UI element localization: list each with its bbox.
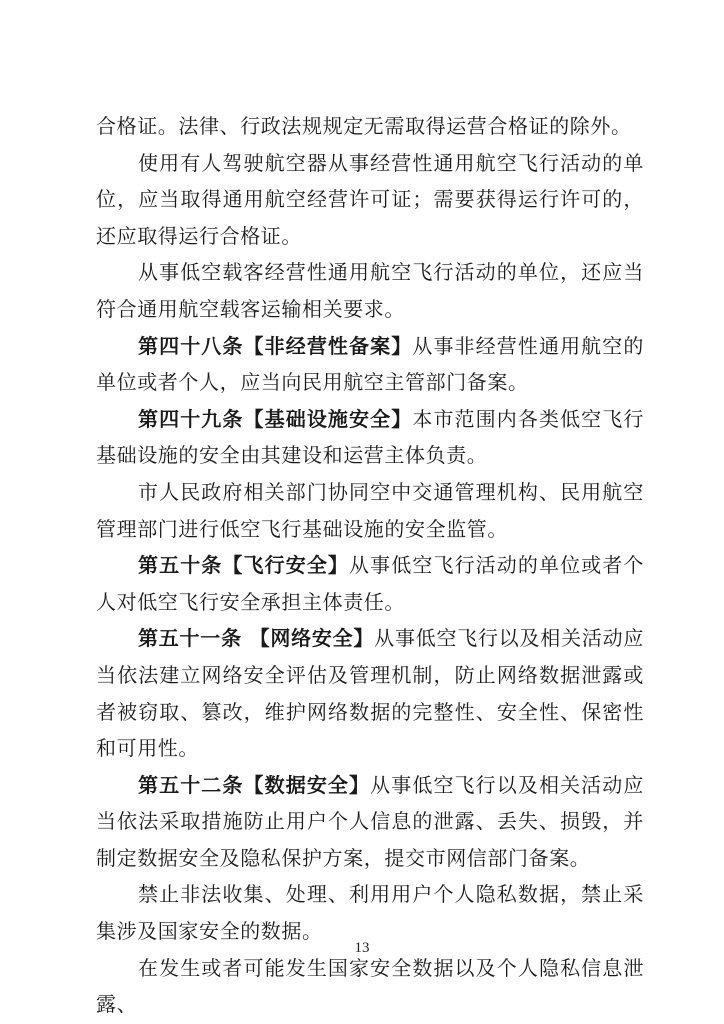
paragraph-text: 使用有人驾驶航空器从事经营性通用航空飞行活动的单位，应当取得通用航空经营许可证；需要获得运行许可的，还应取得运行合格证。 [96, 150, 644, 248]
article-heading: 第四十九条【基础设施安全】 [138, 406, 413, 431]
body-text [96, 108, 644, 1023]
paragraph-text: 从事非经营性通用航空的单位或者个人，应当向民用航空主管部门备案。 [96, 333, 644, 395]
page-number: 13 [354, 940, 370, 956]
article-heading: 第五十一条 【网络安全】 [138, 626, 375, 651]
paragraph [96, 145, 644, 255]
article-52 [96, 767, 644, 877]
article-heading: 第四十八条【非经营性备案】 [138, 333, 413, 358]
paragraph-text: 在发生或者可能发生国家安全数据以及个人隐私信息泄露、 [96, 955, 644, 1017]
article-50 [96, 547, 644, 620]
article-48 [96, 328, 644, 401]
article-49 [96, 401, 644, 474]
paragraph [96, 474, 644, 547]
paragraph-text: 市人民政府相关部门协同空中交通管理机构、民用航空管理部门进行低空飞行基础设施的安全监管。 [96, 479, 644, 541]
paragraph [96, 254, 644, 327]
paragraph-text: 禁止非法收集、处理、利用用户个人隐私数据，禁止采集涉及国家安全的数据。 [96, 882, 644, 944]
paragraph-text: 本市范围内各类低空飞行基础设施的安全由其建设和运营主体负责。 [96, 406, 644, 468]
paragraph-text: 从事低空飞行以及相关活动应当依法采取措施防止用户个人信息的泄露、丢失、损毁，并制定数据安全及隐私保护方案，提交市网信部门备案。 [96, 772, 644, 870]
paragraph [96, 876, 644, 949]
article-heading: 第五十条【飞行安全】 [138, 553, 350, 578]
paragraph-text: 从事低空飞行以及相关活动应当依法建立网络安全评估及管理机制，防止网络数据泄露或者被窃取、篡改，维护网络数据的完整性、安全性、保密性和可用性。 [96, 626, 644, 761]
article-heading: 第五十二条【数据安全】 [138, 772, 371, 797]
paragraph-text: 合格证。法律、行政法规规定无需取得运营合格证的除外。 [96, 114, 632, 138]
article-51 [96, 620, 644, 766]
paragraph [96, 950, 644, 1023]
paragraph [96, 108, 644, 145]
paragraph-text: 从事低空飞行活动的单位或者个人对低空飞行安全承担主体责任。 [96, 553, 644, 614]
paragraph-text: 从事低空载客经营性通用航空飞行活动的单位，还应当符合通用航空载客运输相关要求。 [96, 260, 644, 321]
